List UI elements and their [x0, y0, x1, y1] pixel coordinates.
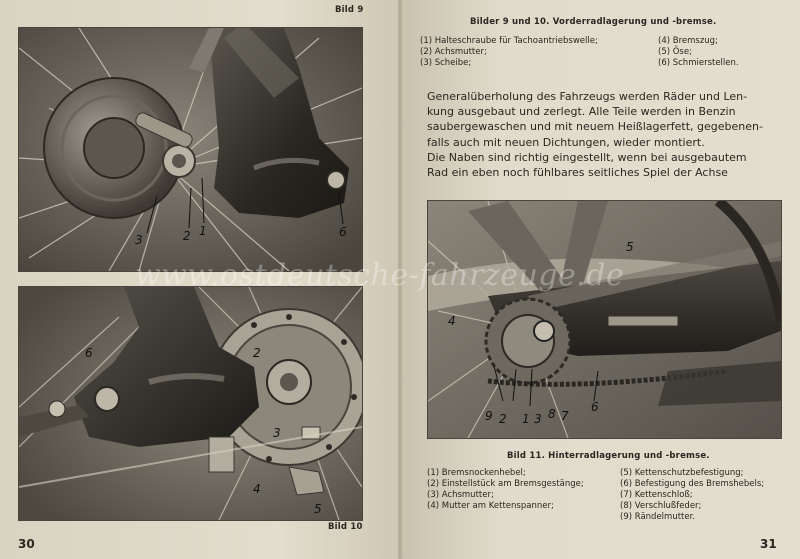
paragraph-line: Rad ein eben noch fühlbares seitliches Spiel der Achse: [427, 166, 728, 180]
paragraph-line: falls auch mit neuen Dichtungen, wieder montiert.: [427, 135, 705, 149]
fig9-callout-3: 3: [135, 233, 143, 247]
legend-item: (6) Befestigung des Bremshebels;: [620, 479, 765, 489]
photo-rear-hub: [427, 200, 782, 439]
legend-item: (3) Achsmutter;: [427, 490, 494, 500]
fig11-callout-7: 7: [561, 409, 569, 423]
fig11-callout-1: 1: [522, 412, 530, 426]
paragraph-line: Die Naben sind richtig eingestellt, wenn bei ausgebautem: [427, 150, 747, 164]
fig11-callout-2: 2: [499, 412, 507, 426]
fig10-callout-5: 5: [314, 502, 322, 516]
legend-item: (3) Scheibe;: [420, 58, 472, 68]
fig11-callout-9: 9: [485, 409, 493, 423]
fig11-callout-8: 8: [548, 407, 556, 421]
figure-9-label: Bild 9: [335, 5, 364, 15]
legend-item: (5) Öse;: [658, 47, 692, 57]
paragraph-line: Generalüberholung des Fahrzeugs werden Räder und Len-: [427, 90, 748, 103]
legend-item: (2) Einstellstück am Bremsgestänge;: [427, 479, 584, 489]
legend-item: (9) Rändelmutter.: [620, 512, 696, 522]
legend-item: (8) Verschlußfeder;: [620, 501, 702, 511]
figure-10-label: Bild 10: [328, 522, 363, 532]
fig9-callout-1: 1: [199, 224, 207, 238]
fig10-callout-2: 2: [253, 346, 261, 360]
fig10-callout-6: 6: [85, 346, 93, 360]
legend-fig11-left: [427, 468, 617, 512]
fig9-callout-6: 6: [339, 225, 347, 239]
fig10-callout-4: 4: [253, 482, 261, 496]
paragraph-line: saubergewaschen und mit neuem Heißlagerfett, gegebenen-: [427, 120, 763, 134]
legend-item: (5) Kettenschutzbefestigung;: [620, 468, 744, 478]
fig9-callout-2: 2: [183, 229, 191, 243]
right-page-number: 31: [760, 537, 777, 551]
website-watermark: www.ostdeutsche-fahrzeuge.de: [135, 258, 625, 293]
fig11-callout-5: 5: [626, 240, 634, 254]
legend-item: (6) Schmierstellen.: [658, 58, 739, 68]
photo-front-hub: [18, 27, 363, 272]
legend-item: (4) Mutter am Kettenspanner;: [427, 501, 554, 511]
legend-fig11-right: [620, 468, 785, 523]
fig11-callout-6: 6: [591, 400, 599, 414]
figure-9-10-heading: Bilder 9 und 10. Vorderradlagerung und -bremse.: [470, 17, 717, 27]
body-paragraph: [427, 89, 777, 180]
legend-item: (2) Achsmutter;: [420, 47, 487, 57]
legend-fig9-10-right: [658, 36, 788, 69]
legend-item: (7) Kettenschloß;: [620, 490, 693, 500]
legend-item: (4) Bremszug;: [658, 36, 718, 46]
fig10-callout-3: 3: [273, 426, 281, 440]
photo-front-brake: [18, 286, 363, 521]
fig11-callout-4: 4: [448, 314, 456, 328]
fig11-callout-3: 3: [534, 412, 542, 426]
paragraph-line: kung ausgebaut und zerlegt. Alle Teile werden in Benzin: [427, 105, 736, 119]
legend-item: (1) Bremsnockenhebel;: [427, 468, 526, 478]
left-page-number: 30: [18, 537, 35, 551]
legend-fig9-10-left: [420, 36, 620, 69]
figure-11-heading: Bild 11. Hinterradlagerung und -bremse.: [507, 451, 710, 461]
legend-item: (1) Halteschraube für Tachoantriebswelle;: [420, 36, 598, 46]
